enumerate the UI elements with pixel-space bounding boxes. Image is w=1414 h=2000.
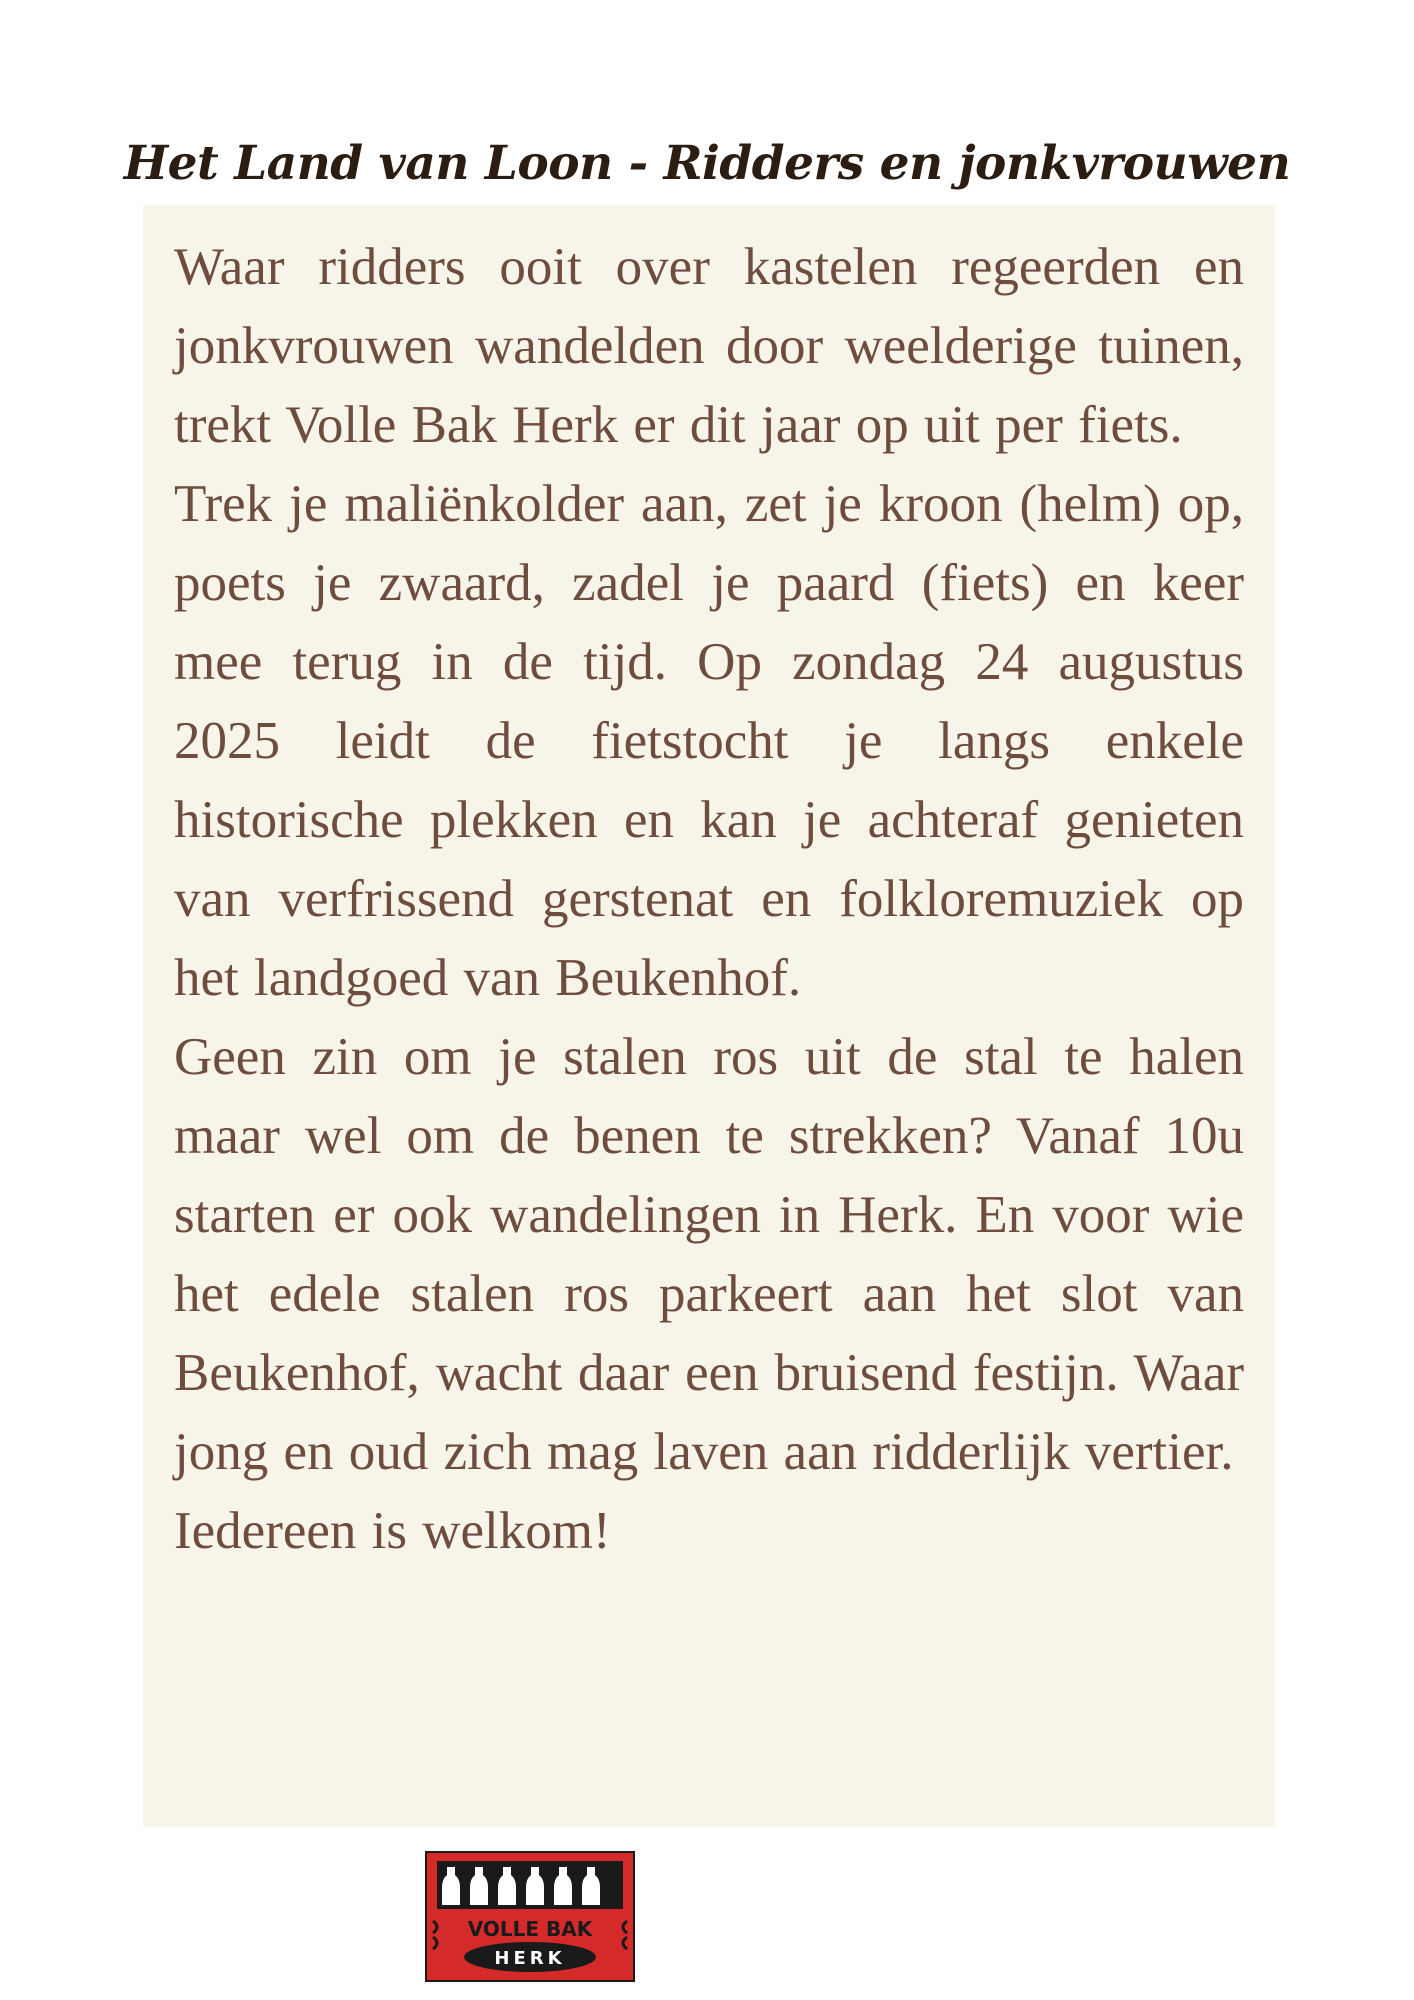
paragraph-welcome: Iedereen is welkom!	[174, 1502, 611, 1560]
bottles-logo-icon	[427, 1853, 633, 1980]
page-title: Het Land van Loon - Ridders en jonkvrouwen	[123, 136, 1291, 191]
volle-bak-logo	[425, 1851, 635, 1982]
swirl-left-2	[433, 1937, 437, 1949]
swirl-right-2	[623, 1937, 627, 1949]
paragraph-walks: Geen zin om je stalen ros uit de stal te halen maar wel om de benen te strekken? Vanaf 10u starten er ook wandelingen in Herk. En voor wie het edele stalen ros parkeert aan het slot van Beukenhof, wacht daar een bruisend festijn. Waar jong en oud zich mag laven aan ridderlijk vertier.	[174, 1028, 1244, 1481]
swirl-left	[433, 1921, 437, 1933]
body-text	[174, 228, 1244, 1571]
logo-line1: VOLLE BAK	[467, 1917, 593, 1941]
paragraph-details: Trek je maliënkolder aan, zet je kroon (helm) op, poets je zwaard, zadel je paard (fiets) en keer mee terug in de tijd. Op zondag 24 augustus 2025 leidt de fietstocht je langs enkele historische plekken en kan je achteraf genieten van verfrissend gerstenat en folkloremuziek op het landgoed van Beukenhof.	[174, 475, 1244, 1007]
logo-line2: HERK	[494, 1948, 566, 1969]
paragraph-intro: Waar ridders ooit over kastelen regeerden en jonkvrouwen wandelden door weelderige tuinen, trekt Volle Bak Herk er dit jaar op uit per fiets.	[174, 238, 1244, 454]
swirl-right	[623, 1921, 627, 1933]
